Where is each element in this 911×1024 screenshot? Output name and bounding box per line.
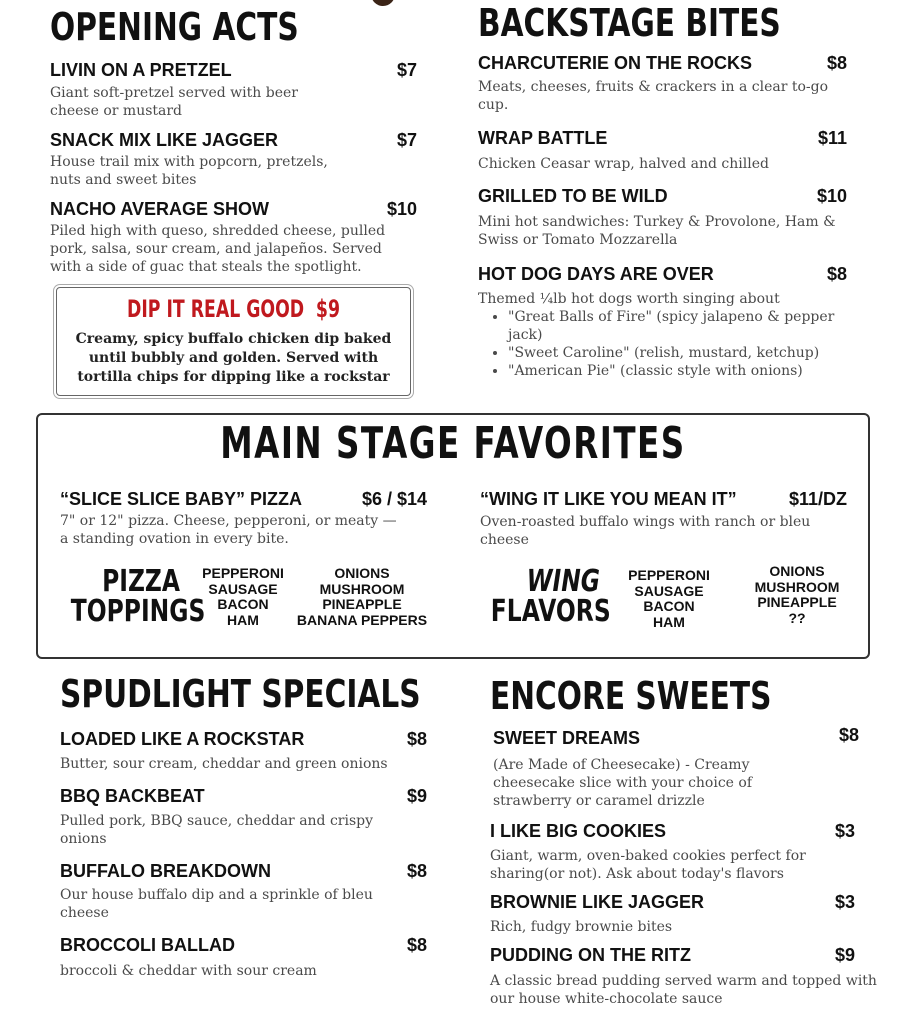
menu-item-price: $3 (834, 821, 855, 841)
menu-item-name: LIVIN ON A PRETZEL (50, 60, 232, 80)
flavor-item: SAUSAGE (634, 582, 704, 599)
feature-box-dip (56, 287, 411, 396)
menu-item-price: $6 / $14 (361, 489, 427, 509)
topping-item: HAM (227, 611, 259, 628)
menu-item-price: $10 (816, 186, 847, 206)
hot-dog-list (478, 308, 858, 380)
pizza-toppings-col2 (292, 566, 432, 628)
feature-desc: Creamy, spicy buffalo chicken dip baked until bubbly and golden. Served with tortilla chips for dipping like a rockstar (75, 331, 392, 385)
topping-item: BACON (217, 596, 269, 612)
menu-item-desc-text: Themed ¼lb hot dogs worth singing about (478, 291, 780, 307)
topping-item: SAUSAGE (208, 580, 278, 597)
menu-item-desc: broccoli & cheddar with sour cream (60, 963, 317, 979)
menu-item-name: GRILLED TO BE WILD (478, 186, 668, 206)
menu-item-name: “SLICE SLICE BABY” PIZZA (60, 489, 303, 509)
menu-item-price: $8 (406, 729, 427, 749)
menu-item-price: $8 (406, 861, 427, 881)
menu-item-name: BUFFALO BREAKDOWN (60, 861, 271, 881)
feature-name: DIP IT REAL GOOD (127, 295, 305, 323)
feature-title (106, 297, 360, 321)
menu-item-desc: 7" or 12" pizza. Cheese, pepperoni, or meaty — a standing ovation in every bite. (60, 513, 397, 547)
menu-item-price: $9 (406, 786, 427, 806)
menu-item-price: $8 (826, 264, 847, 284)
menu-item-desc: Meats, cheeses, fruits & crackers in a clear to-go cup. (478, 79, 829, 113)
flavor-item: PEPPERONI (628, 567, 710, 583)
wing-flavors-line2: FLAVORS (490, 594, 611, 629)
menu-item-price: $11 (817, 128, 847, 148)
menu-item-desc (478, 290, 858, 380)
menu-item-name: BROWNIE LIKE JAGGER (490, 892, 705, 912)
menu-item-price: $8 (406, 935, 427, 955)
menu-item-name: HOT DOG DAYS ARE OVER (478, 264, 714, 284)
menu-item-desc: Mini hot sandwiches: Turkey & Provolone, Ham & Swiss or Tomato Mozzarella (478, 214, 836, 248)
menu-item-desc: Giant, warm, oven-baked cookies perfect for sharing(or not). Ask about today's flavors (490, 848, 806, 882)
wing-flavors-col2 (737, 564, 857, 626)
menu-item-price: $8 (826, 53, 847, 73)
menu-item-price: $9 (834, 945, 855, 965)
menu-item-name: BBQ BACKBEAT (60, 786, 205, 806)
main-stage-title: MAIN STAGE FAVORITES (220, 418, 686, 469)
pizza-toppings-title (70, 564, 206, 629)
menu-item-desc: Piled high with queso, shredded cheese, pulled pork, salsa, sour cream, and jalapeños. Served with a side of guac that steals the spotlight. (50, 223, 386, 275)
menu-item-name: CHARCUTERIE ON THE ROCKS (478, 53, 753, 73)
wing-flavors-line1: WING (526, 564, 600, 599)
menu-item-desc: Butter, sour cream, cheddar and green onions (60, 756, 388, 772)
menu-item-name: LOADED LIKE A ROCKSTAR (60, 729, 305, 749)
list-item: • "Sweet Caroline" (relish, mustard, ketchup) (508, 344, 858, 362)
list-item: • "Great Balls of Fire" (spicy jalapeno & pepper jack) (508, 308, 858, 344)
logo-image (371, 0, 395, 6)
spudlight-title: SPUDLIGHT SPECIALS (60, 672, 421, 716)
list-item: • "American Pie" (classic style with onions) (508, 362, 858, 380)
topping-item: PINEAPPLE (322, 596, 402, 612)
menu-item-name: PUDDING ON THE RITZ (490, 945, 691, 965)
flavor-item: PINEAPPLE (757, 594, 837, 610)
menu-item-price: $11/DZ (788, 489, 847, 509)
menu-item-name: BROCCOLI BALLAD (60, 935, 235, 955)
menu-item-price: $7 (396, 130, 417, 150)
flavor-item: ONIONS (769, 563, 825, 579)
pizza-toppings-col1 (193, 566, 293, 628)
menu-item-price: $3 (834, 892, 855, 912)
feature-price: $9 (315, 295, 340, 323)
menu-item-desc: Oven-roasted buffalo wings with ranch or bleu cheese (480, 514, 811, 548)
menu-item-name: I LIKE BIG COOKIES (490, 821, 667, 841)
flavor-item: HAM (653, 613, 685, 630)
pizza-toppings-line1: PIZZA (102, 564, 180, 599)
menu-item-price: $7 (396, 60, 417, 80)
menu-item-name: SWEET DREAMS (493, 728, 641, 748)
topping-item: PEPPERONI (202, 565, 284, 581)
flavor-item: MUSHROOM (754, 578, 840, 595)
menu-item-desc: Rich, fudgy brownie bites (490, 919, 673, 935)
pizza-toppings-line2: TOPPINGS (70, 594, 206, 629)
menu-item-desc: A classic bread pudding served warm and topped with our house white-chocolate sauce (490, 973, 877, 1007)
menu-item-desc: Our house buffalo dip and a sprinkle of bleu cheese (60, 887, 373, 921)
opening-acts-title: OPENING ACTS (50, 5, 299, 49)
menu-item-desc: Pulled pork, BBQ sauce, cheddar and crispy onions (60, 813, 374, 847)
topping-item: ONIONS (334, 565, 390, 581)
encore-sweets-title: ENCORE SWEETS (490, 674, 772, 718)
flavor-item: ?? (788, 609, 806, 626)
menu-item-name: NACHO AVERAGE SHOW (50, 199, 270, 219)
menu-item-desc: Chicken Ceasar wrap, halved and chilled (478, 156, 769, 172)
menu-item-desc: House trail mix with popcorn, pretzels, nuts and sweet bites (50, 154, 328, 188)
menu-item-name: “WING IT LIKE YOU MEAN IT” (480, 489, 737, 509)
topping-item: BANANA PEPPERS (296, 611, 428, 628)
menu-item-price: $8 (838, 725, 859, 745)
menu-item-price: $10 (386, 199, 417, 219)
menu-item-desc: (Are Made of Cheesecake) - Creamy cheesecake slice with your choice of strawberry or caramel drizzle (493, 757, 753, 809)
menu-item-desc: Giant soft-pretzel served with beer cheese or mustard (50, 85, 298, 119)
menu-item-name: WRAP BATTLE (478, 128, 608, 148)
backstage-bites-title: BACKSTAGE BITES (478, 1, 781, 45)
flavor-item: BACON (643, 598, 695, 614)
wing-flavors-title (490, 564, 611, 629)
wing-flavors-col1 (619, 568, 719, 630)
topping-item: MUSHROOM (319, 580, 405, 597)
menu-item-name: SNACK MIX LIKE JAGGER (50, 130, 279, 150)
